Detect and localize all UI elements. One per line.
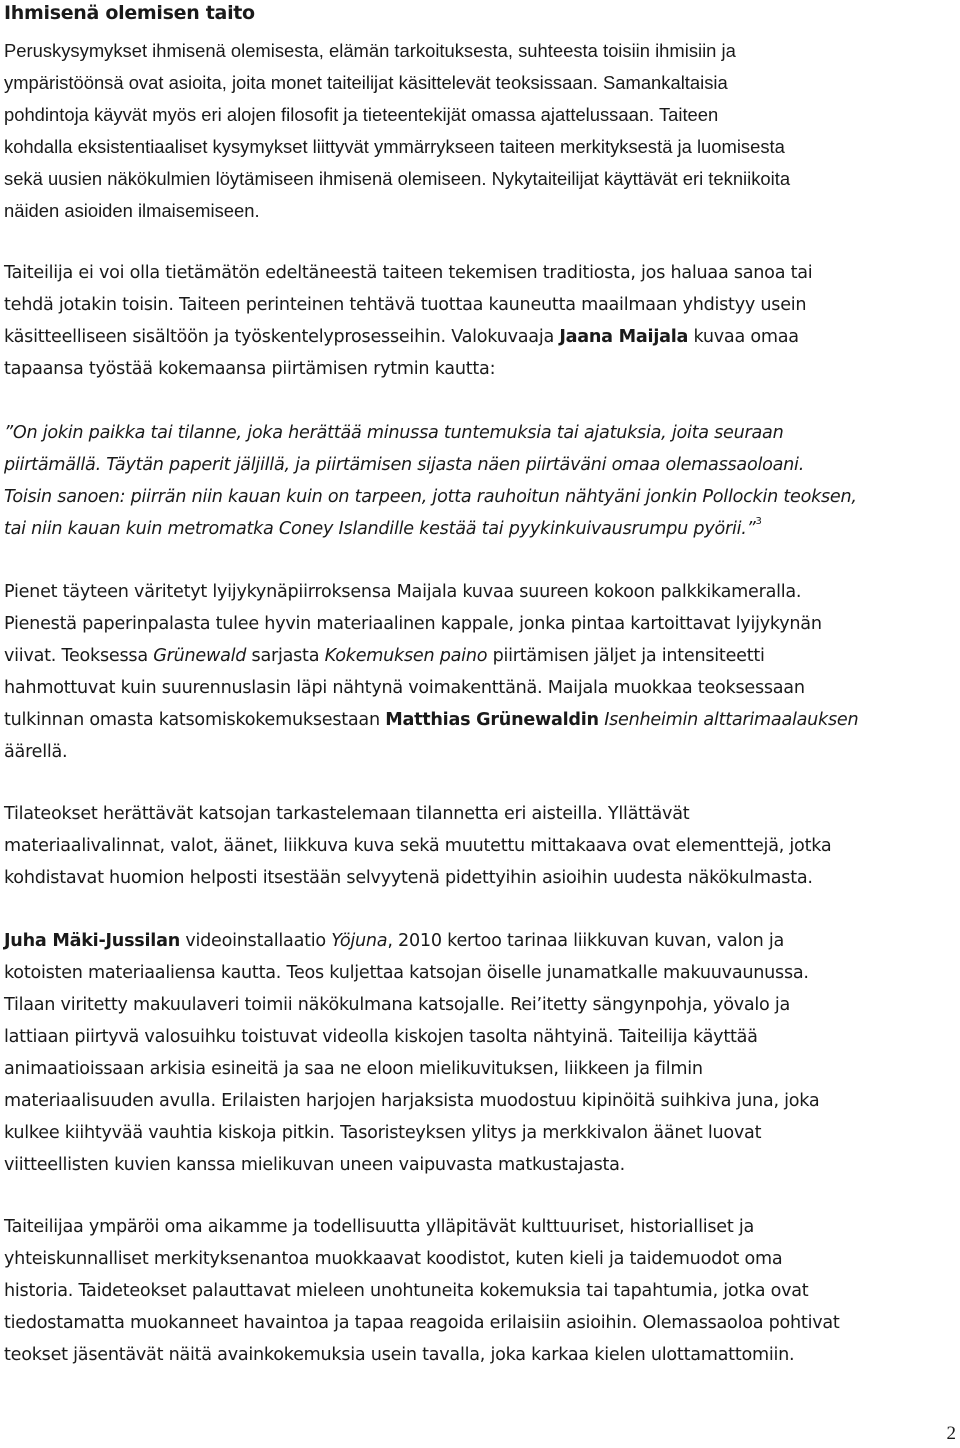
paragraph-text: käsitteelliseen sisältöön ja työskentelyprosesseihin. Valokuvaaja xyxy=(4,327,560,347)
series-title: Kokemuksen paino xyxy=(324,646,488,666)
footnote-marker: 3 xyxy=(755,516,762,527)
paragraph-text: , 2010 kertoo tarinaa liikkuvan kuvan, valon ja xyxy=(387,931,785,951)
paragraph-5-line-3: Tilaan viritetty makuulaveri toimii näkökulmana katsojalle. Rei’itetty sängynpohja, yövalo ja xyxy=(4,995,791,1015)
paragraph-3-line-5 xyxy=(4,705,858,737)
page-number: 2 xyxy=(946,1423,956,1444)
paragraph-text: tulkinnan omasta katsomiskokemuksestaan xyxy=(4,710,386,730)
paragraph-6-line-3: historia. Taideteokset palauttavat mieleen unohtuneita kokemuksia tai tapahtumia, jotka ovat xyxy=(4,1281,809,1301)
quote-line-3 xyxy=(4,482,857,514)
paragraph-6-line-5: teokset jäsentävät näitä avainkokemuksia usein tavalla, joka karkaa kielen ulottamattomiin. xyxy=(4,1345,795,1365)
paragraph-1-line-1: Peruskysymykset ihmisenä olemisesta, elämän tarkoituksesta, suhteesta toisiin ihmisiin ja xyxy=(4,40,736,61)
paragraph-1-line-5: sekä uusien näkökulmien löytämiseen ihmisenä olemiseen. Nykytaiteilijat käyttävät eri tekniikoita xyxy=(4,168,791,189)
quote-text: Toisin sanoen: piirrän niin kauan kuin on tarpeen, jotta rauhoitun nähtyäni jonkin Pollockin teoksen, xyxy=(4,487,857,507)
artist-name: Jaana Maijala xyxy=(559,327,689,347)
artwork-title: Grünewald xyxy=(153,646,247,666)
paragraph-4-line-1: Tilateokset herättävät katsojan tarkastelemaan tilannetta eri aisteilla. Yllättävät xyxy=(4,804,690,824)
artist-name: Juha Mäki-Jussilan xyxy=(4,931,180,951)
paragraph-5-line-5: animaatioissaan arkisia esineitä ja saa ne eloon mielikuvituksen, liikkeen ja filmin xyxy=(4,1059,703,1079)
paragraph-4-line-3: kohdistavat huomion helposti itsestään selvyytenä pidettyihin asioihin uudesta näkökulmasta. xyxy=(4,868,813,888)
paragraph-2-line-3 xyxy=(4,322,799,354)
paragraph-5-line-1 xyxy=(4,926,784,958)
paragraph-6-line-2: yhteiskunnalliset merkityksenantoa muokkaavat koodistot, kuten kieli ja taidemuodot oma xyxy=(4,1249,783,1269)
artwork-title: Yöjuna xyxy=(331,931,388,951)
paragraph-text: videoinstallaatio xyxy=(179,931,332,951)
paragraph-6-line-4: tiedostamatta muokanneet havaintoa ja tapaa reagoida erilaisiin asioihin. Olemassaoloa pohtivat xyxy=(4,1313,840,1333)
paragraph-2-line-1: Taiteilija ei voi olla tietämätön edeltäneestä taiteen tekemisen traditiosta, jos haluaa sanoa tai xyxy=(4,263,813,283)
paragraph-5-line-6: materiaalisuuden avulla. Erilaisten harjojen harjaksista muodostuu kipinöitä suihkiva juna, joka xyxy=(4,1091,820,1111)
quote-line-2 xyxy=(4,450,804,482)
paragraph-3-line-3 xyxy=(4,641,765,673)
quote-text: piirtämällä. Täytän paperit jäljillä, ja piirtämisen sijasta näen piirtäväni omaa olemassaoloani. xyxy=(4,455,805,475)
paragraph-3-line-6: äärellä. xyxy=(4,742,68,762)
paragraph-1-line-6: näiden asioiden ilmaisemiseen. xyxy=(4,200,260,221)
paragraph-text: viivat. Teoksessa xyxy=(4,646,154,666)
paragraph-3-line-2: Pienestä paperinpalasta tulee hyvin materiaalinen kappale, jonka pintaa kartoittavat lyijykynän xyxy=(4,614,822,634)
quote-line-4 xyxy=(4,514,762,546)
quote-text: tai niin kauan kuin metromatka Coney Islandille kestää tai pyykinkuivausrumpu pyörii.” xyxy=(4,519,756,539)
paragraph-5-line-4: lattiaan piirtyvä valosuihku toistuvat videolla kiskojen tasolta nähtyinä. Taiteilija käyttää xyxy=(4,1027,758,1047)
artist-name: Matthias Grünewaldin xyxy=(385,710,599,730)
paragraph-text: kuvaa omaa xyxy=(688,327,799,347)
paragraph-5-line-8: viitteellisten kuvien kanssa mielikuvan uneen vaipuvasta matkustajasta. xyxy=(4,1155,626,1175)
paragraph-1-line-2: ympäristöönsä ovat asioita, joita monet taiteilijat käsittelevät teoksissaan. Samankaltaisia xyxy=(4,72,728,93)
paragraph-text: piirtämisen jäljet ja intensiteetti xyxy=(487,646,765,666)
paragraph-6-line-1: Taiteilijaa ympäröi oma aikamme ja todellisuutta ylläpitävät kulttuuriset, historialliset ja xyxy=(4,1217,754,1237)
section-heading: Ihmisenä olemisen taito xyxy=(4,2,255,24)
paragraph-2-line-2: tehdä jotakin toisin. Taiteen perinteinen tehtävä tuottaa kauneutta maailmaan yhdistyy usein xyxy=(4,295,807,315)
paragraph-5-line-2: kotoisten materiaaliensa kautta. Teos kuljettaa katsojan öiselle junamatkalle makuuvaunussa. xyxy=(4,963,809,983)
quote-line-1 xyxy=(4,418,783,450)
paragraph-1-line-3: pohdintoja käyvät myös eri alojen filosofit ja tieteentekijät omassa ajattelussaan. Taiteen xyxy=(4,104,719,125)
paragraph-3-line-4: hahmottuvat kuin suurennuslasin läpi nähtynä voimakenttänä. Maijala muokkaa teoksessaan xyxy=(4,678,805,698)
paragraph-5-line-7: kulkee kiihtyvää vauhtia kiskoja pitkin. Tasoristeyksen ylitys ja merkkivalon äänet luovat xyxy=(4,1123,762,1143)
paragraph-1-line-4: kohdalla eksistentiaaliset kysymykset liittyvät ymmärrykseen taiteen merkityksestä ja luomisesta xyxy=(4,136,785,157)
paragraph-text: sarjasta xyxy=(246,646,325,666)
paragraph-4-line-2: materiaalivalinnat, valot, äänet, liikkuva kuva sekä muutettu mittakaava ovat elementtejä, jotka xyxy=(4,836,832,856)
artwork-title: Isenheimin alttarimaalauksen xyxy=(604,710,859,730)
quote-text: ”On jokin paikka tai tilanne, joka herättää minussa tuntemuksia tai ajatuksia, joita seuraan xyxy=(4,423,784,443)
paragraph-3-line-1: Pienet täyteen väritetyt lyijykynäpiirroksensa Maijala kuvaa suureen kokoon palkkikameralla. xyxy=(4,582,802,602)
paragraph-2-line-4: tapaansa työstää kokemaansa piirtämisen rytmin kautta: xyxy=(4,359,496,379)
